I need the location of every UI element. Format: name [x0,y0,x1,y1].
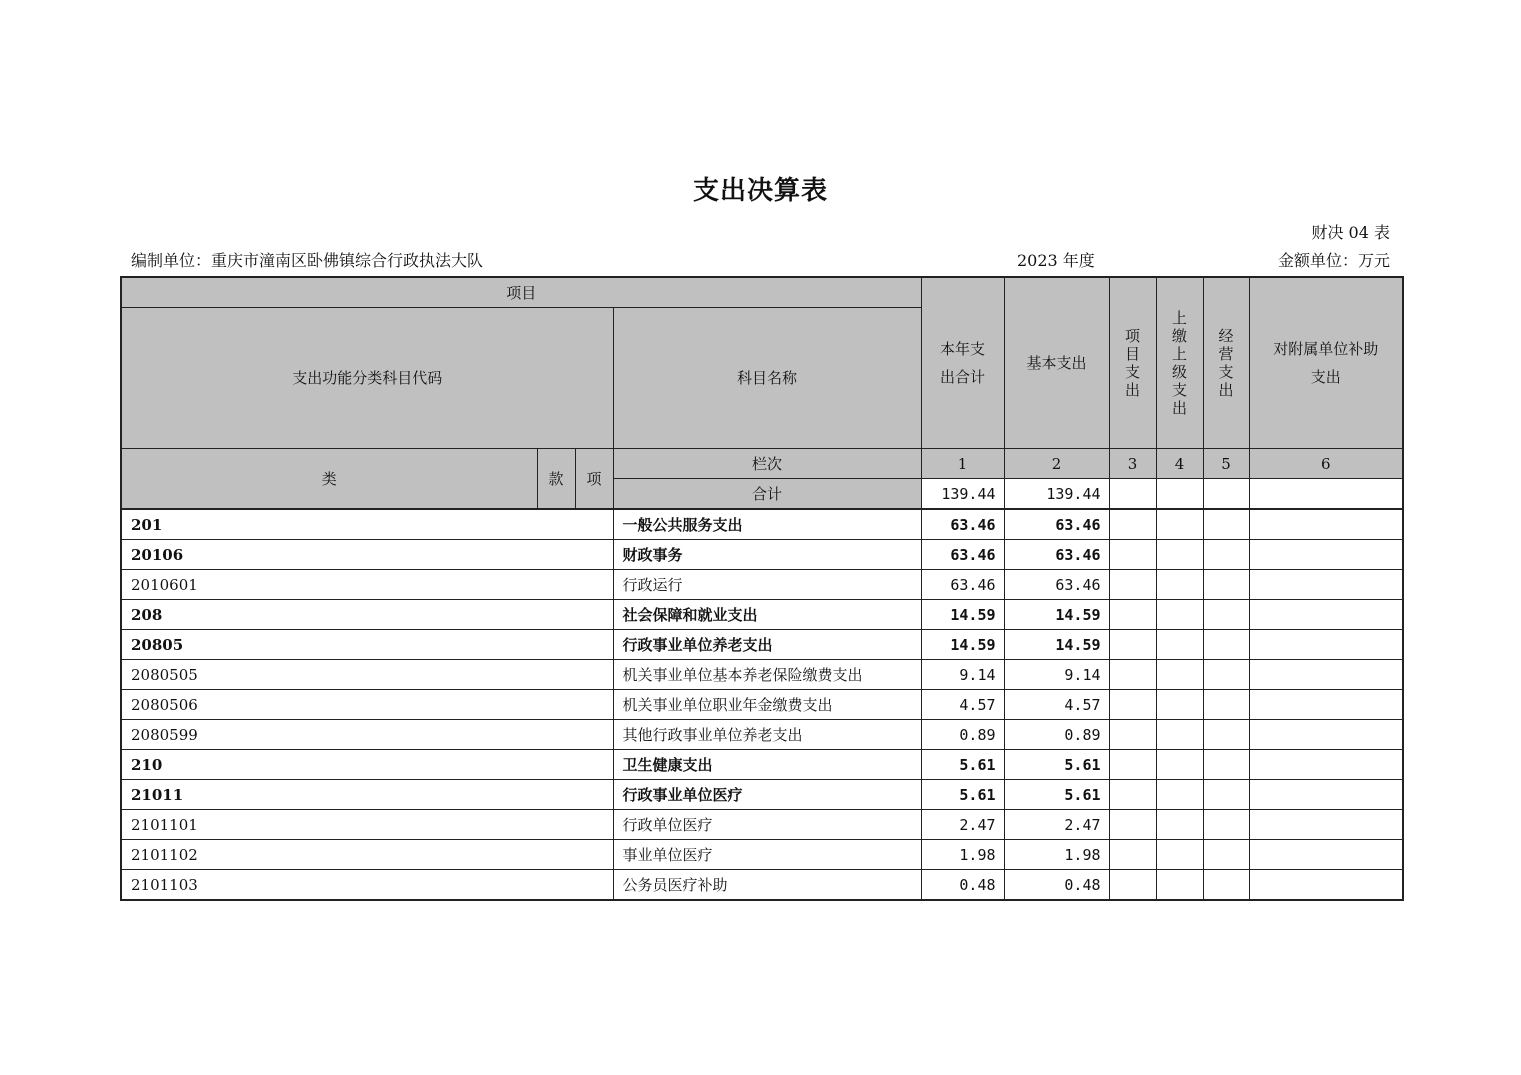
header-subject-name: 科目名称 [613,308,921,449]
row-subsidy-affiliated [1249,600,1403,630]
row-subsidy-affiliated [1249,660,1403,690]
row-code: 2010601 [121,570,613,600]
table-row [121,570,1403,600]
row-remit-superior [1156,750,1203,780]
row-total-expenditure: 63.46 [921,509,1004,540]
row-code: 201 [121,509,613,540]
row-project-expenditure [1109,780,1156,810]
total-label: 合计 [613,479,921,510]
row-project-expenditure [1109,600,1156,630]
row-subsidy-affiliated [1249,810,1403,840]
row-total-expenditure: 14.59 [921,630,1004,660]
page-title: 支出决算表 [692,176,828,206]
row-operating-expenditure [1203,630,1249,660]
row-total-expenditure: 14.59 [921,600,1004,630]
header-column-number: 栏次 [613,449,921,479]
row-operating-expenditure [1203,600,1249,630]
row-remit-superior [1156,720,1203,750]
row-operating-expenditure [1203,750,1249,780]
row-operating-expenditure [1203,570,1249,600]
row-project-expenditure [1109,870,1156,901]
row-subsidy-affiliated [1249,720,1403,750]
row-subject-name: 机关事业单位职业年金缴费支出 [613,690,921,720]
row-project-expenditure [1109,509,1156,540]
row-basic-expenditure: 5.61 [1004,750,1109,780]
header-project: 项目 [121,277,921,308]
column-number-5: 5 [1203,449,1249,479]
row-total-expenditure: 5.61 [921,750,1004,780]
row-subject-name: 公务员医疗补助 [613,870,921,901]
row-code: 21011 [121,780,613,810]
column-number-4: 4 [1156,449,1203,479]
row-total-expenditure: 0.89 [921,720,1004,750]
row-subject-name: 行政单位医疗 [613,810,921,840]
total-value-6 [1249,479,1403,510]
row-basic-expenditure: 5.61 [1004,780,1109,810]
row-total-expenditure: 5.61 [921,780,1004,810]
row-basic-expenditure: 14.59 [1004,600,1109,630]
table-row [121,690,1403,720]
row-operating-expenditure [1203,509,1249,540]
row-total-expenditure: 9.14 [921,660,1004,690]
header-operating-expenditure: 经 营 支 出 [1203,277,1249,449]
row-subject-name: 机关事业单位基本养老保险缴费支出 [613,660,921,690]
row-remit-superior [1156,690,1203,720]
row-basic-expenditure: 63.46 [1004,570,1109,600]
row-remit-superior [1156,540,1203,570]
header-total-expenditure: 本年支 出合计 [921,277,1004,449]
row-basic-expenditure: 9.14 [1004,660,1109,690]
row-code: 2101101 [121,810,613,840]
row-project-expenditure [1109,810,1156,840]
total-value-3 [1109,479,1156,510]
row-remit-superior [1156,630,1203,660]
row-basic-expenditure: 14.59 [1004,630,1109,660]
amount-unit: 金额单位：万元 [1277,251,1390,270]
row-project-expenditure [1109,720,1156,750]
row-basic-expenditure: 1.98 [1004,840,1109,870]
row-remit-superior [1156,509,1203,540]
row-remit-superior [1156,570,1203,600]
header-subsidy-affiliated: 对附属单位补助 支出 [1249,277,1403,449]
row-basic-expenditure: 0.48 [1004,870,1109,901]
row-project-expenditure [1109,690,1156,720]
row-code: 2080506 [121,690,613,720]
row-code: 208 [121,600,613,630]
row-code: 2080599 [121,720,613,750]
header-lei: 类 [121,449,537,510]
table-row [121,780,1403,810]
row-remit-superior [1156,780,1203,810]
row-operating-expenditure [1203,690,1249,720]
row-basic-expenditure: 2.47 [1004,810,1109,840]
row-project-expenditure [1109,840,1156,870]
row-operating-expenditure [1203,810,1249,840]
row-subject-name: 其他行政事业单位养老支出 [613,720,921,750]
table-row [121,660,1403,690]
row-subsidy-affiliated [1249,870,1403,901]
form-number: 财决 04 表 [1311,223,1390,242]
row-subsidy-affiliated [1249,570,1403,600]
row-project-expenditure [1109,540,1156,570]
column-number-2: 2 [1004,449,1109,479]
row-operating-expenditure [1203,780,1249,810]
row-project-expenditure [1109,660,1156,690]
row-subsidy-affiliated [1249,509,1403,540]
row-basic-expenditure: 63.46 [1004,540,1109,570]
row-code: 2101102 [121,840,613,870]
table-row [121,810,1403,840]
row-operating-expenditure [1203,840,1249,870]
row-total-expenditure: 2.47 [921,810,1004,840]
row-subsidy-affiliated [1249,780,1403,810]
table-row [121,540,1403,570]
header-xiang: 项 [575,449,613,510]
expenditure-table [120,276,1404,901]
row-operating-expenditure [1203,870,1249,901]
row-project-expenditure [1109,750,1156,780]
table-row [121,720,1403,750]
total-value-2: 139.44 [1004,479,1109,510]
row-remit-superior [1156,870,1203,901]
row-subject-name: 事业单位医疗 [613,840,921,870]
row-remit-superior [1156,660,1203,690]
total-value-4 [1156,479,1203,510]
row-basic-expenditure: 0.89 [1004,720,1109,750]
row-code: 210 [121,750,613,780]
row-subject-name: 财政事务 [613,540,921,570]
row-project-expenditure [1109,630,1156,660]
header-remit-superior: 上 缴 上 级 支 出 [1156,277,1203,449]
row-operating-expenditure [1203,660,1249,690]
row-subject-name: 行政运行 [613,570,921,600]
total-value-5 [1203,479,1249,510]
row-code: 20106 [121,540,613,570]
row-subject-name: 行政事业单位养老支出 [613,630,921,660]
table-row [121,840,1403,870]
fiscal-year: 2023 年度 [1017,251,1095,270]
table-row [121,630,1403,660]
header-function-code: 支出功能分类科目代码 [121,308,613,449]
row-remit-superior [1156,810,1203,840]
row-subsidy-affiliated [1249,630,1403,660]
row-subject-name: 社会保障和就业支出 [613,600,921,630]
table-row [121,509,1403,540]
table-row [121,750,1403,780]
row-subsidy-affiliated [1249,690,1403,720]
row-total-expenditure: 63.46 [921,540,1004,570]
column-number-1: 1 [921,449,1004,479]
table-row [121,870,1403,901]
row-total-expenditure: 1.98 [921,840,1004,870]
row-subject-name: 卫生健康支出 [613,750,921,780]
row-remit-superior [1156,840,1203,870]
row-project-expenditure [1109,570,1156,600]
total-value-1: 139.44 [921,479,1004,510]
row-code: 2101103 [121,870,613,901]
row-operating-expenditure [1203,720,1249,750]
column-number-6: 6 [1249,449,1403,479]
row-subsidy-affiliated [1249,540,1403,570]
header-kuan: 款 [537,449,575,510]
row-subsidy-affiliated [1249,750,1403,780]
row-total-expenditure: 4.57 [921,690,1004,720]
row-subject-name: 一般公共服务支出 [613,509,921,540]
row-code: 20805 [121,630,613,660]
row-basic-expenditure: 4.57 [1004,690,1109,720]
row-subject-name: 行政事业单位医疗 [613,780,921,810]
reporting-unit: 编制单位：重庆市潼南区卧佛镇综合行政执法大队 [131,251,484,270]
table-row [121,600,1403,630]
row-operating-expenditure [1203,540,1249,570]
header-project-expenditure: 项 目 支 出 [1109,277,1156,449]
row-total-expenditure: 63.46 [921,570,1004,600]
column-number-3: 3 [1109,449,1156,479]
row-remit-superior [1156,600,1203,630]
header-basic-expenditure: 基本支出 [1004,277,1109,449]
row-code: 2080505 [121,660,613,690]
row-subsidy-affiliated [1249,840,1403,870]
row-total-expenditure: 0.48 [921,870,1004,901]
row-basic-expenditure: 63.46 [1004,509,1109,540]
